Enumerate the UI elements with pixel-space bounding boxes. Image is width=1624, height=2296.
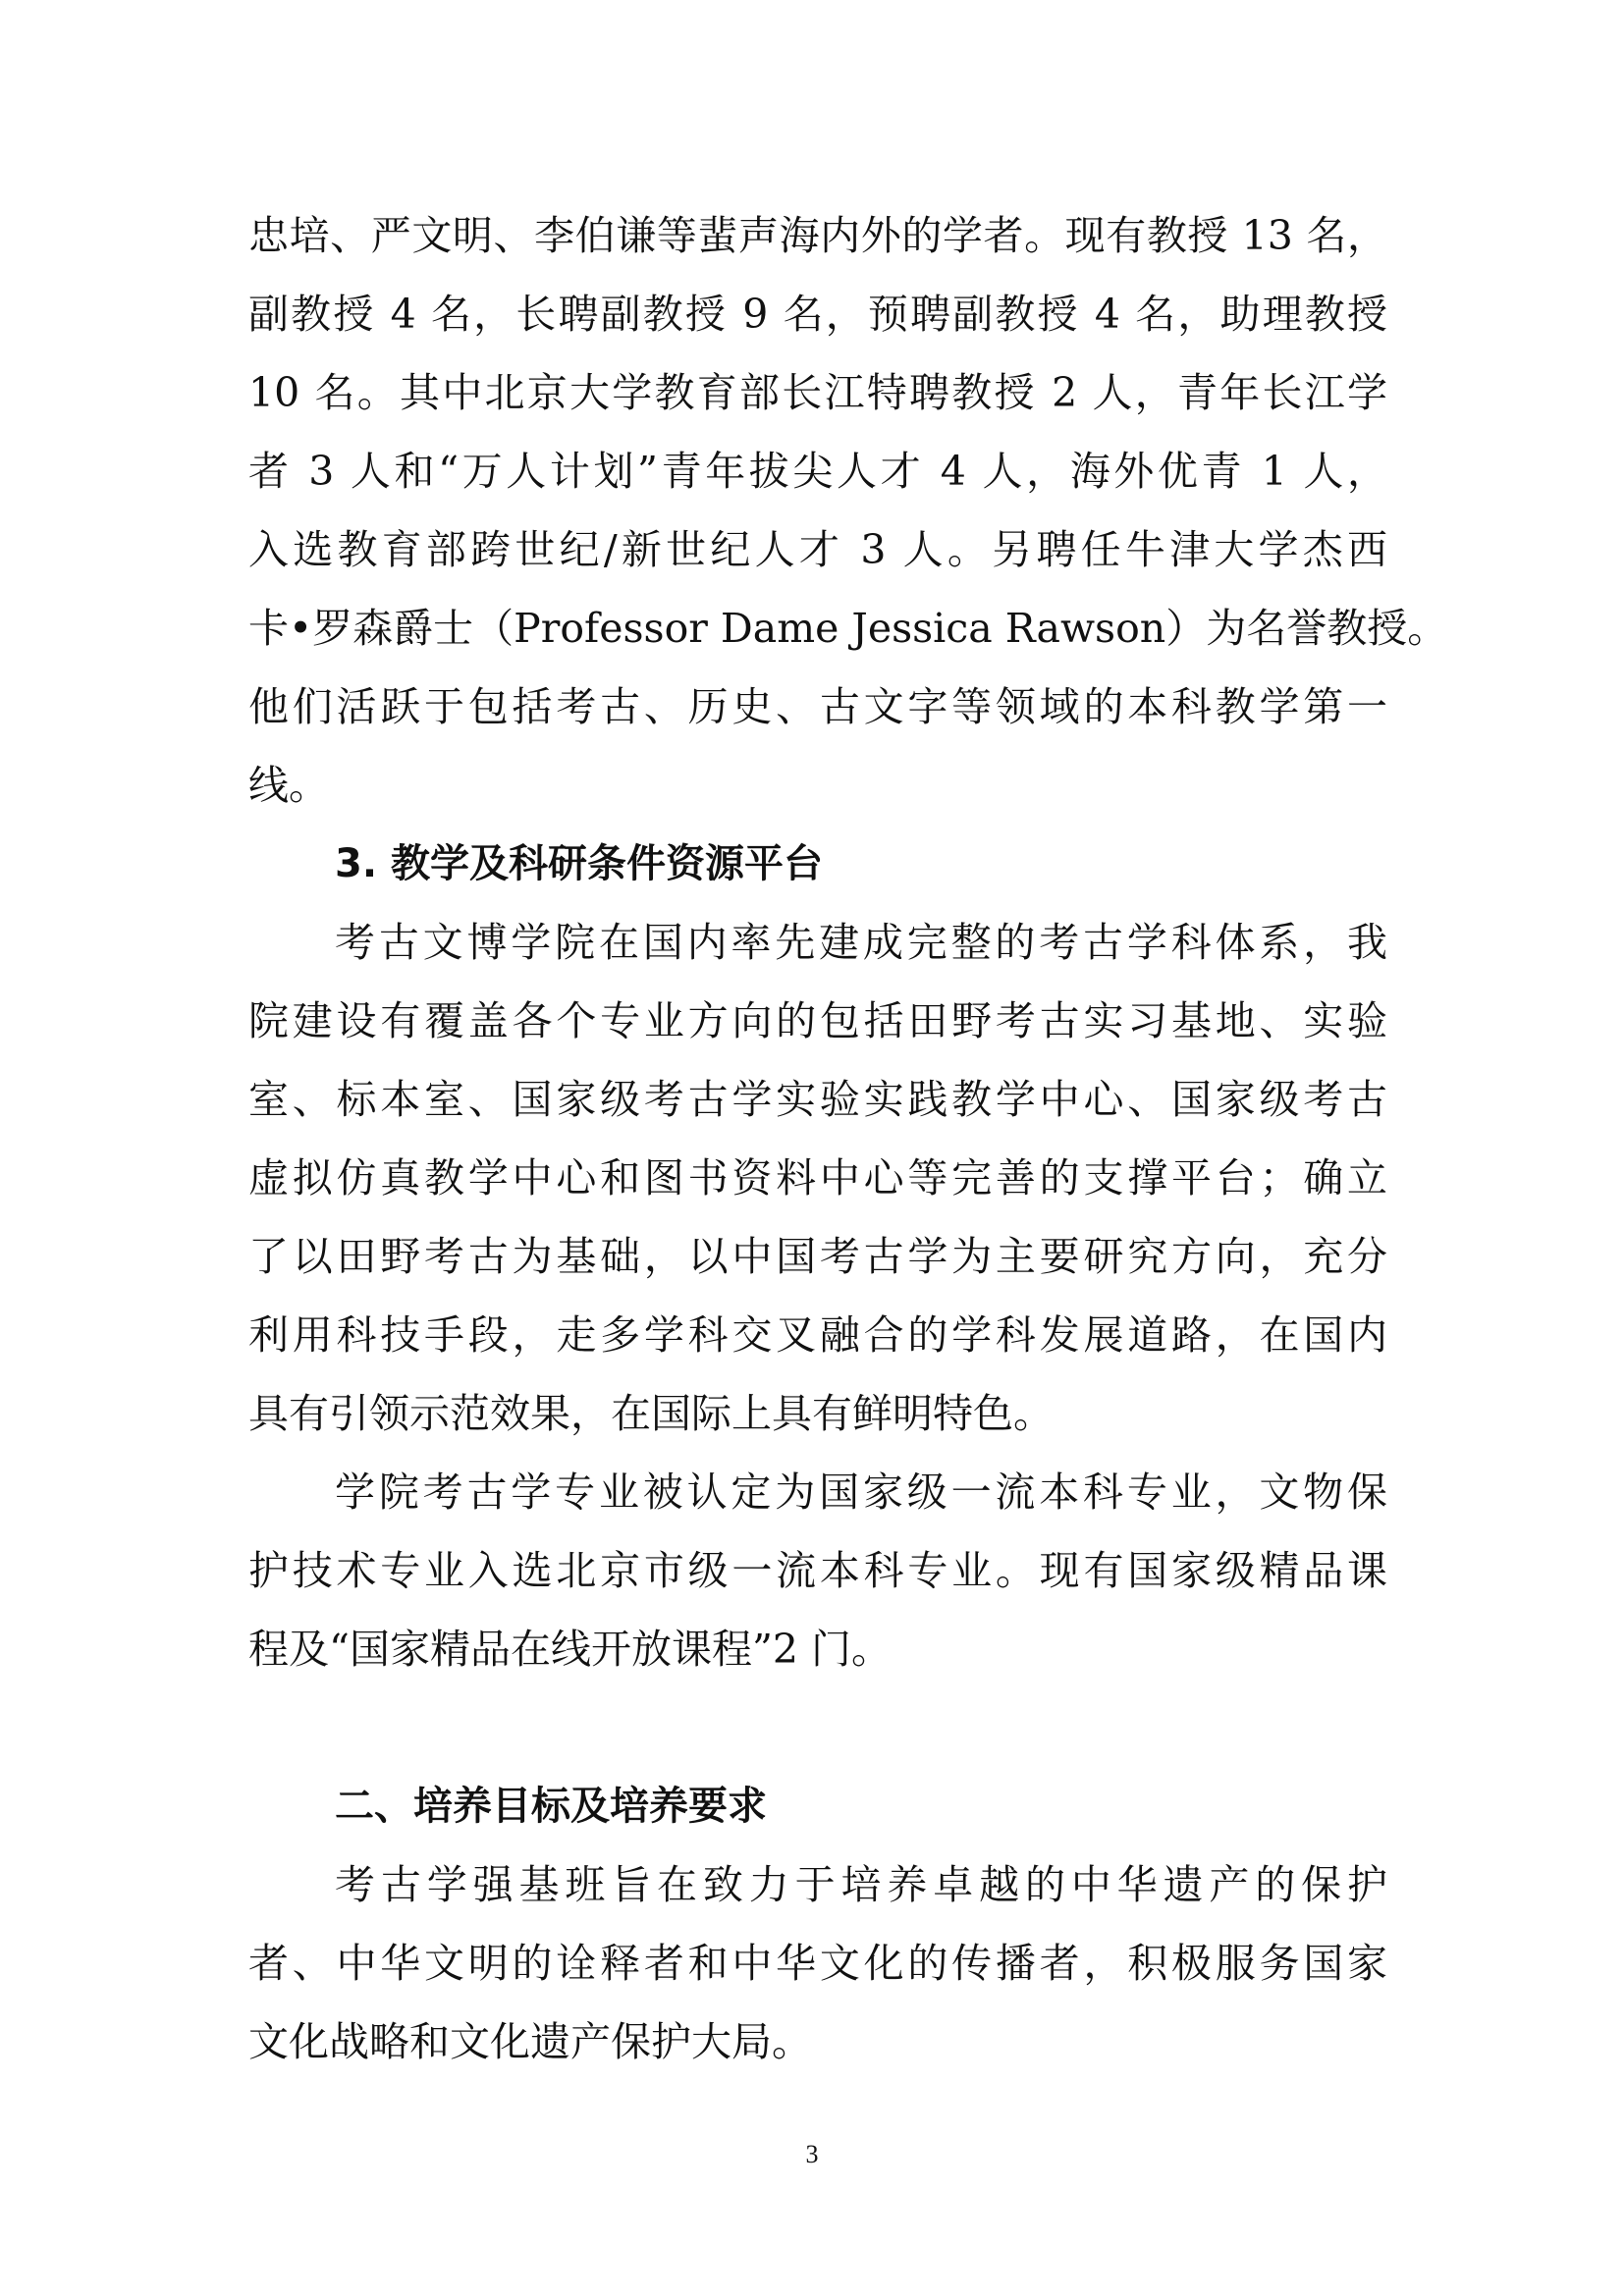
text-line: 卡•罗森爵士（Professor Dame Jessica Rawson）为名誉教授。 (248, 605, 1448, 652)
text-line: 室、标本室、国家级考古学实验实践教学中心、国家级考古 (248, 1076, 1387, 1123)
text-line: 程及“国家精品在线开放课程”2 门。 (248, 1626, 893, 1673)
text-line: 利用科技手段，走多学科交叉融合的学科发展道路，在国内 (248, 1311, 1387, 1359)
text-line: 10 名。其中北京大学教育部长江特聘教授 2 人，青年长江学 (248, 369, 1387, 416)
text-line: 者、中华文明的诠释者和中华文化的传播者，积极服务国家 (248, 1940, 1387, 1987)
paragraph-platform (248, 903, 1387, 1453)
text-line: 线。 (248, 762, 329, 809)
paragraph-faculty (248, 196, 1448, 825)
paragraph-goals (248, 1845, 1387, 2081)
page-number: 3 (805, 2140, 819, 2168)
text-line: 考古学强基班旨在致力于培养卓越的中华遗产的保护 (335, 1861, 1387, 1908)
paragraph-majors (248, 1453, 1387, 1688)
text-line: 院建设有覆盖各个专业方向的包括田野考古实习基地、实验 (248, 997, 1387, 1044)
text-line: 忠培、严文明、李伯谦等蜚声海内外的学者。现有教授 13 名， (248, 212, 1387, 259)
text-line: 具有引领示范效果，在国际上具有鲜明特色。 (248, 1390, 1054, 1437)
text-line: 了以田野考古为基础，以中国考古学为主要研究方向，充分 (248, 1233, 1387, 1280)
text-line: 副教授 4 名，长聘副教授 9 名，预聘副教授 4 名，助理教授 (248, 291, 1387, 338)
page-content (248, 196, 1448, 2081)
text-line: 虚拟仿真教学中心和图书资料中心等完善的支撑平台；确立 (248, 1154, 1387, 1201)
text-line: 护技术专业入选北京市级一流本科专业。现有国家级精品课 (248, 1547, 1387, 1594)
text-line: 学院考古学专业被认定为国家级一流本科专业，文物保 (335, 1468, 1387, 1516)
text-line: 他们活跃于包括考古、历史、古文字等领域的本科教学第一 (248, 683, 1387, 730)
text-line: 考古文博学院在国内率先建成完整的考古学科体系，我 (335, 919, 1387, 966)
subheading-teaching-platform: 3. 教学及科研条件资源平台 (335, 841, 823, 886)
text-line: 者 3 人和“万人计划”青年拔尖人才 4 人，海外优青 1 人， (248, 448, 1387, 495)
section-heading-goals: 二、培养目标及培养要求 (335, 1784, 767, 1829)
text-line: 入选教育部跨世纪/新世纪人才 3 人。另聘任牛津大学杰西 (248, 526, 1387, 573)
text-line: 文化战略和文化遗产保护大局。 (248, 2018, 812, 2065)
section-spacer (248, 1688, 1387, 1767)
